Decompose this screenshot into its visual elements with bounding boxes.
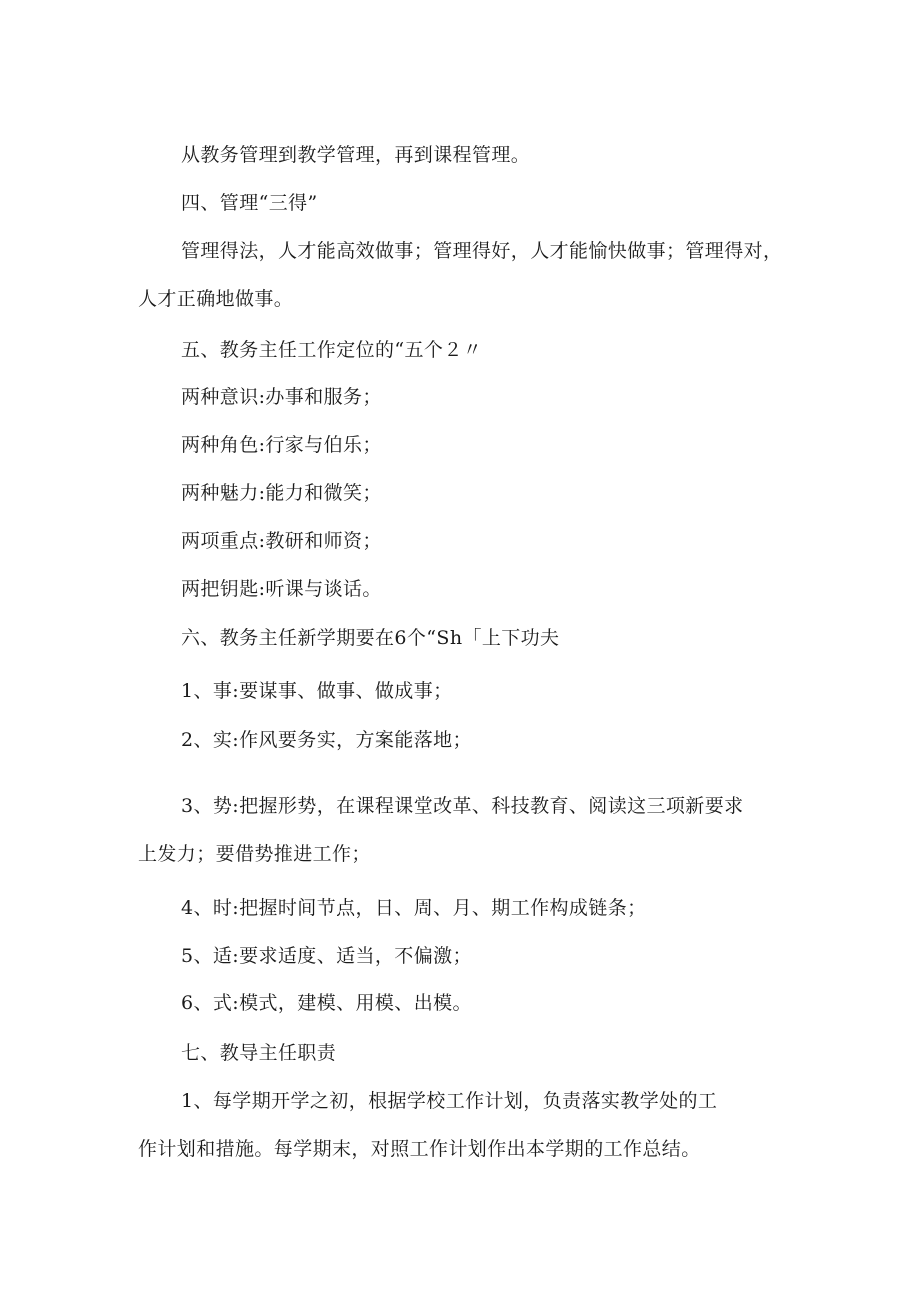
- list-item: 2、实:作风要务实，方案能落地；: [181, 729, 472, 751]
- text-line: 管理得法，人才能高效做事；管理得好，人才能愉快做事；管理得对，: [181, 240, 783, 262]
- list-item: 两种意识:办事和服务；: [181, 386, 382, 408]
- text-line: 上发力；要借势推进工作；: [138, 843, 371, 865]
- list-item: 5、适:要求适度、适当，不偏激；: [181, 945, 472, 967]
- list-item: 6、式:模式，建模、用模、出模。: [181, 992, 472, 1014]
- list-item: 1、每学期开学之初，根据学校工作计划，负责落实教学处的工: [181, 1090, 718, 1112]
- text-line: 人才正确地做事。: [138, 288, 294, 310]
- list-item: 两种魅力:能力和微笑；: [181, 482, 382, 504]
- list-item: 1、事:要谋事、做事、做成事；: [181, 680, 453, 702]
- list-item: 两项重点:教研和师资；: [181, 530, 382, 552]
- text-line: 作计划和措施。每学期末，对照工作计划作出本学期的工作总结。: [138, 1138, 701, 1160]
- list-item: 4、时:把握时间节点，日、周、月、期工作构成链条；: [181, 897, 647, 919]
- section-heading: 六、教务主任新学期要在6个“Sh「上下功夫: [181, 627, 560, 649]
- section-heading: 五、教务主任工作定位的“五个２〃: [181, 339, 483, 361]
- list-item: 两把钥匙:听课与谈话。: [181, 578, 382, 600]
- list-item: 两种角色:行家与伯乐；: [181, 434, 382, 456]
- text-line: 从教务管理到教学管理，再到课程管理。: [181, 144, 531, 166]
- section-heading: 四、管理“三得”: [181, 192, 318, 214]
- section-heading: 七、教导主任职责: [181, 1042, 337, 1064]
- list-item: 3、势:把握形势，在课程课堂改革、科技教育、阅读这三项新要求: [181, 795, 744, 817]
